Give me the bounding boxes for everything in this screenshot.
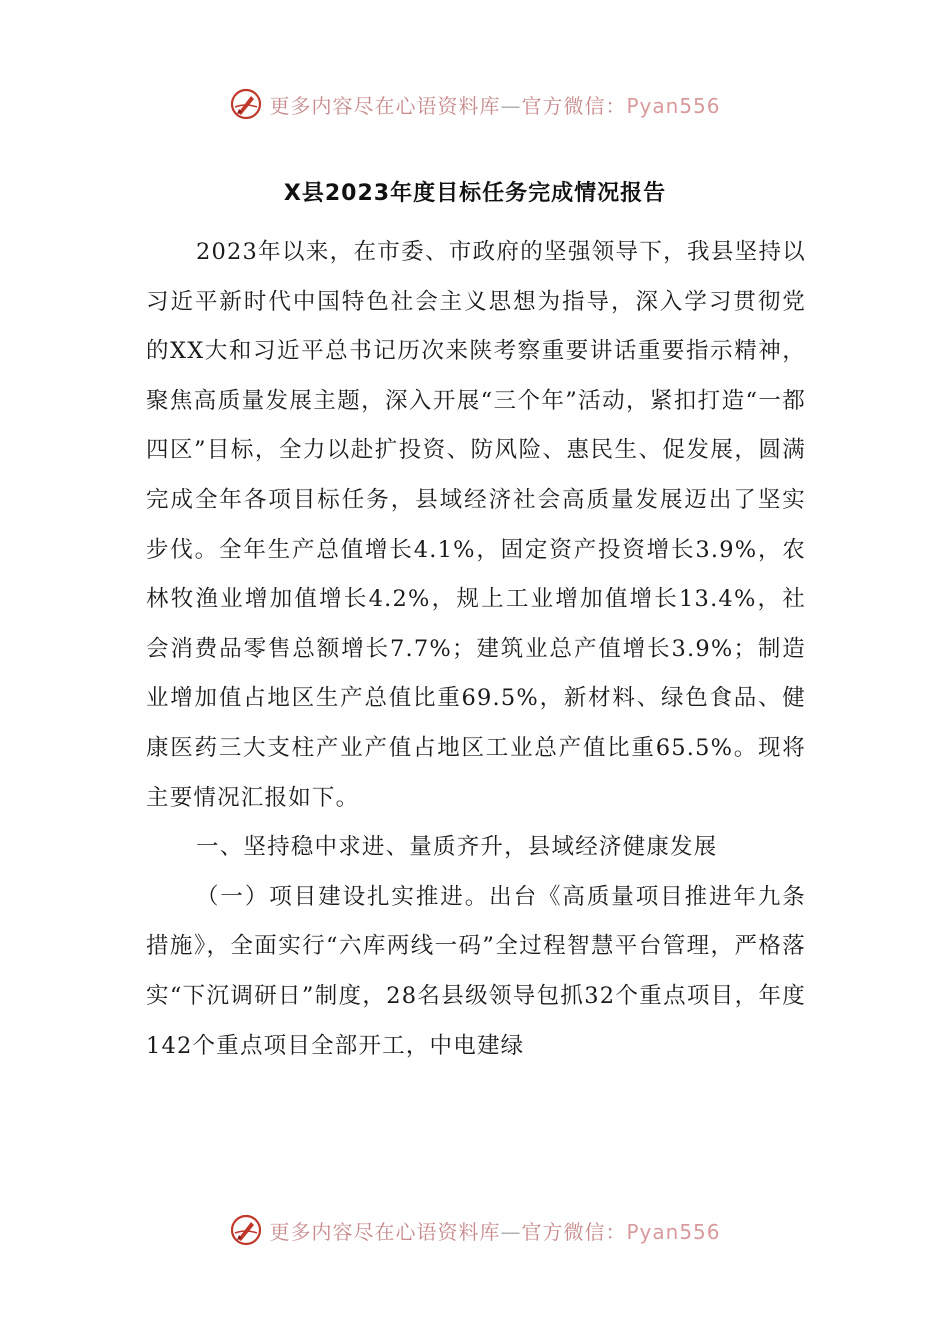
watermark-contact-id: Pyan556 xyxy=(626,1219,721,1244)
watermark-site-text: 更多内容尽在心语资料库 xyxy=(269,93,501,118)
watermark-site-text: 更多内容尽在心语资料库 xyxy=(269,1219,501,1244)
watermark-text xyxy=(269,90,720,119)
watermark-contact-label: 官方微信： xyxy=(521,93,627,118)
pen-quill-logo-icon xyxy=(229,1213,263,1247)
pen-quill-logo-icon xyxy=(229,87,263,121)
section-heading-1: 一、坚持稳中求进、量质齐升，县域经济健康发展 xyxy=(196,834,718,861)
document-title: X县2023年度目标任务完成情况报告 xyxy=(283,181,667,206)
footer-watermark xyxy=(0,1208,950,1252)
watermark-dash: — xyxy=(500,1219,522,1244)
paragraph-project-construction: （一）项目建设扎实推进。出台《高质量项目推进年九条措施》，全面实行“六库两线一码”全过程智慧平台管理，严格落实“下沉调研日”制度，28名县级领导包抓32个重点项目，年度142个重点项目全部开工，中电建绿 xyxy=(146,883,806,1059)
header-watermark xyxy=(0,82,950,126)
watermark-text xyxy=(269,1216,720,1245)
watermark-contact-id: Pyan556 xyxy=(626,93,721,118)
watermark-contact-label: 官方微信： xyxy=(521,1219,627,1244)
document-body xyxy=(146,228,806,1071)
watermark-dash: — xyxy=(500,93,522,118)
paragraph-intro: 2023年以来，在市委、市政府的坚强领导下，我县坚持以习近平新时代中国特色社会主义思想为指导，深入学习贯彻党的XX大和习近平总书记历次来陕考察重要讲话重要指示精神，聚焦高质量发展主题，深入开展“三个年”活动，紧扣打造“一都四区”目标，全力以赴扩投资、防风险、惠民生、促发展，圆满完成全年各项目标任务，县域经济社会高质量发展迈出了坚实步伐。全年生产总值增长4.1%，固定资产投资增长3.9%，农林牧渔业增加值增长4.2%，规上工业增加值增长13.4%，社会消费品零售总额增长7.7%；建筑业总产值增长3.9%；制造业增加值占地区生产总值比重69.5%，新材料、绿色食品、健康医药三大支柱产业产值占地区工业总产值比重65.5%。现将主要情况汇报如下。 xyxy=(146,239,806,811)
